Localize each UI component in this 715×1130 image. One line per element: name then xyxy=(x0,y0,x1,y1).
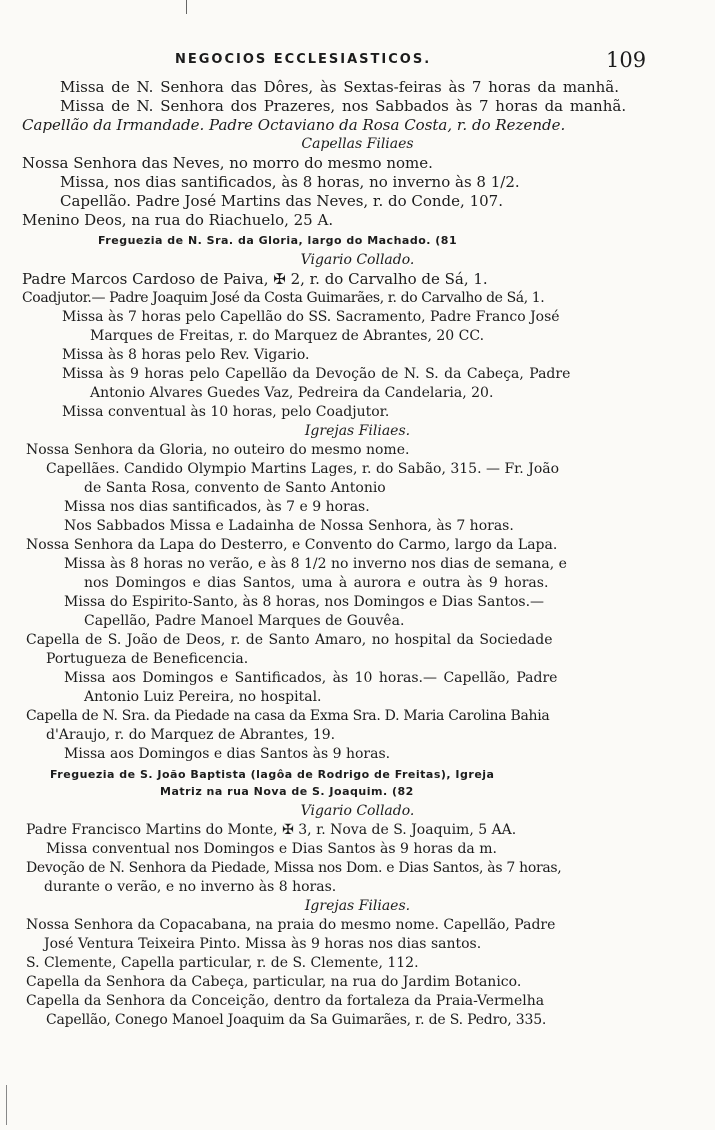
section-subheading: Igrejas Filiaes. xyxy=(304,423,411,439)
text-line: Antonio Alvares Guedes Vaz, Pedreira da Candelaria, 20. xyxy=(90,385,494,401)
text-line: Missa de N. Senhora das Dôres, às Sextas-feiras às 7 horas da manhã. xyxy=(60,78,620,96)
text-line: Missa às 8 horas no verão, e às 8 1/2 no inverno nos dias de semana, e xyxy=(64,556,567,572)
text-line: Capella da Senhora da Conceição, dentro da fortaleza da Praia-Vermelha xyxy=(26,993,545,1009)
text-line: Nossa Senhora da Gloria, no outeiro do mesmo nome. xyxy=(26,442,410,458)
text-line: Nossa Senhora da Lapa do Desterro, e Convento do Carmo, largo da Lapa. xyxy=(26,537,558,553)
top-margin-mark xyxy=(186,0,187,14)
text-line: S. Clemente, Capella particular, r. de S. Clemente, 112. xyxy=(26,955,419,971)
text-line: Nossa Senhora das Neves, no morro do mesmo nome. xyxy=(22,154,433,172)
section-subheading: Vigario Collado. xyxy=(300,252,415,268)
parish-heading: Freguezia de S. João Baptista (lagôa de Rodrigo de Freitas), Igreja xyxy=(50,768,495,781)
text-line: Missa, nos dias santificados, às 8 horas, no inverno às 8 1/2. xyxy=(60,173,520,191)
text-line: Capellães. Candido Olympio Martins Lages, r. do Sabão, 315. — Fr. João xyxy=(46,461,560,477)
text-line: Capellão da Irmandade. Padre Octaviano da Rosa Costa, r. do Rezende. xyxy=(22,116,566,134)
text-line: Missa do Espirito-Santo, às 8 horas, nos Domingos e Dias Santos.— xyxy=(64,594,545,610)
text-line: nos Domingos e dias Santos, uma à aurora e outra às 9 horas. xyxy=(84,575,549,591)
text-line: Antonio Luiz Pereira, no hospital. xyxy=(84,689,322,705)
running-title: NEGOCIOS ECCLESIASTICOS. xyxy=(175,52,432,67)
text-line: Menino Deos, na rua do Riachuelo, 25 A. xyxy=(22,211,334,229)
text-line: Capella de N. Sra. da Piedade na casa da Exma Sra. D. Maria Carolina Bahia xyxy=(26,708,550,724)
section-subheading: Vigario Collado. xyxy=(300,803,415,819)
text-line: Padre Marcos Cardoso de Paiva, ✠ 2, r. do Carvalho de Sá, 1. xyxy=(22,270,488,288)
parish-heading: Matriz na rua Nova de S. Joaquim. (82 xyxy=(160,785,414,798)
text-line: durante o verão, e no inverno às 8 horas. xyxy=(44,879,337,895)
text-line: Capellão, Padre Manoel Marques de Gouvêa. xyxy=(84,613,405,629)
text-line: Padre Francisco Martins do Monte, ✠ 3, r. Nova de S. Joaquim, 5 AA. xyxy=(26,822,517,838)
text-line: José Ventura Teixeira Pinto. Missa às 9 horas nos dias santos. xyxy=(44,936,482,952)
text-line: Marques de Freitas, r. do Marquez de Abrantes, 20 CC. xyxy=(90,328,485,344)
text-line: Nossa Senhora da Copacabana, na praia do mesmo nome. Capellão, Padre xyxy=(26,917,556,933)
page-number: 109 xyxy=(606,48,647,72)
text-line: Missa às 9 horas pelo Capellão da Devoção de N. S. da Cabeça, Padre xyxy=(62,366,571,382)
text-line: Missa nos dias santificados, às 7 e 9 horas. xyxy=(64,499,370,515)
text-line: Missa às 8 horas pelo Rev. Vigario. xyxy=(62,347,310,363)
text-line: Capella da Senhora da Cabeça, particular, na rua do Jardim Botanico. xyxy=(26,974,522,990)
section-subheading: Capellas Filiaes xyxy=(301,136,414,152)
text-line: Missa aos Domingos e Santificados, às 10 horas.— Capellão, Padre xyxy=(64,670,558,686)
section-subheading: Igrejas Filiaes. xyxy=(304,898,411,914)
text-line: Missa conventual nos Domingos e Dias Santos às 9 horas da m. xyxy=(46,841,497,857)
text-line: Portugueza de Beneficencia. xyxy=(46,651,249,667)
page-header xyxy=(0,48,715,78)
text-line: Missa às 7 horas pelo Capellão do SS. Sacramento, Padre Franco José xyxy=(62,309,560,325)
left-margin-mark xyxy=(6,1085,7,1125)
parish-heading: Freguezia de N. Sra. da Gloria, largo do Machado. (81 xyxy=(98,234,458,247)
text-line: Missa de N. Senhora dos Prazeres, nos Sabbados às 7 horas da manhã. xyxy=(60,97,627,115)
text-line: Capellão, Conego Manoel Joaquim da Sa Guimarães, r. de S. Pedro, 335. xyxy=(46,1012,547,1028)
text-line: Coadjutor.— Padre Joaquim José da Costa Guimarães, r. do Carvalho de Sá, 1. xyxy=(22,290,545,306)
text-line: Capella de S. João de Deos, r. de Santo Amaro, no hospital da Sociedade xyxy=(26,632,553,648)
text-line: Devoção de N. Senhora da Piedade, Missa nos Dom. e Dias Santos, às 7 horas, xyxy=(26,860,562,876)
text-line: Missa aos Domingos e dias Santos às 9 horas. xyxy=(64,746,391,762)
text-line: Capellão. Padre José Martins das Neves, r. do Conde, 107. xyxy=(60,192,503,210)
text-line: d'Araujo, r. do Marquez de Abrantes, 19. xyxy=(46,727,336,743)
text-line: Missa conventual às 10 horas, pelo Coadjutor. xyxy=(62,404,390,420)
text-line: de Santa Rosa, convento de Santo Antonio xyxy=(84,480,386,496)
text-line: Nos Sabbados Missa e Ladainha de Nossa Senhora, às 7 horas. xyxy=(64,518,514,534)
